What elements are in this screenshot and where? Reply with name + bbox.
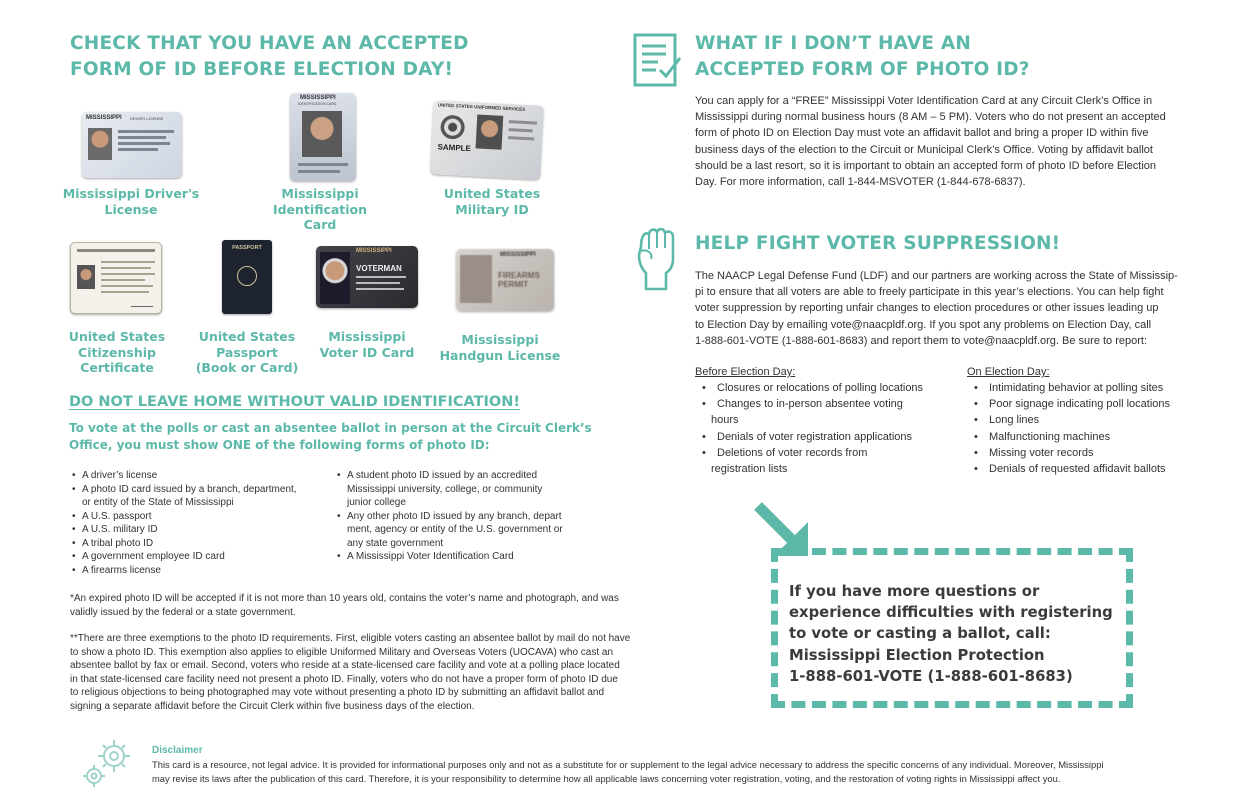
list-item: • Denials of voter registration applications (697, 429, 957, 445)
help-callout-box (771, 548, 1133, 708)
list-item: • Any other photo ID issued by any branch, depart ment, agency or entity of the U.S. government or any state government (335, 510, 595, 551)
help-callout-text: If you have more questions or experience difficulties with registering to vote or casting a ballot, call: Mississippi Election Protection 1-888-601-VOTE (1-888-601-8683) (789, 583, 1113, 685)
citizenship-certificate-image (70, 242, 162, 314)
list-item: • A student photo ID issued by an accredited Mississippi university, college, or community junior college (335, 469, 595, 510)
list-item: • Denials of requested affidavit ballots (969, 461, 1209, 477)
list-item: • Poor signage indicating poll locations (969, 396, 1209, 412)
list-item: • Malfunctioning machines (969, 429, 1209, 445)
gears-icon (78, 736, 136, 790)
passport-eagle-icon (237, 266, 257, 286)
before-election-heading: Before Election Day: (695, 366, 796, 378)
checklist-icon (632, 32, 684, 88)
passport-image: PASSPORT (222, 240, 272, 314)
label-citizenship-certificate: United States Citizenship Certificate (68, 329, 166, 375)
label-drivers-license: Mississippi Driver's License (62, 186, 200, 217)
label-identification-card: Mississippi Identification Card (272, 186, 368, 232)
label-passport: United States Passport (Book or Card) (195, 329, 299, 375)
label-voter-id-card: Mississippi Voter ID Card (319, 329, 415, 360)
firearms-permit-image: MISSISSIPPI FIREARMS PERMIT (456, 249, 554, 311)
military-photo (476, 114, 504, 149)
voter-suppression-heading: HELP FIGHT VOTER SUPPRESSION! (695, 233, 1061, 254)
id-card-photo (302, 111, 342, 157)
exemptions-note: **There are three exemptions to the photo ID requirements. First, eligible voters casting an absentee ballot by mail do not have to show a photo ID. This exemption also applies to eligible Uniformed Military and Overseas Voters (UOCAVA) who cast an absentee ballot by fax or email. Second, voters who reside at a state-licensed care facility and vote at a polling place located in that state-licensed care facility need not present a photo ID. Finally, voters who do not have a proper form of photo ID due to religious objections to being photographed may vote without presenting a photo ID by submitting an affidavit ballot and signing a separate affidavit before the Circuit Clerk within five business days of the election. (70, 633, 631, 712)
list-item: • A firearms license (70, 564, 340, 578)
on-election-list (969, 380, 1209, 477)
list-item: • A tribal photo ID (70, 537, 340, 551)
list-item: • Deletions of voter records from registration lists (697, 445, 957, 477)
voter-id-image: MISSISSIPPI VOTERMAN (316, 246, 418, 308)
photo-id-list-b (335, 469, 595, 564)
on-election-heading: On Election Day: (967, 366, 1050, 378)
certificate-photo (77, 265, 95, 289)
id-check-heading: CHECK THAT YOU HAVE AN ACCEPTED FORM OF ID BEFORE ELECTION DAY! (70, 33, 469, 80)
list-item: • A Mississippi Voter Identification Card (335, 550, 595, 564)
voter-id-photo (320, 252, 350, 304)
before-election-list (697, 380, 957, 477)
label-handgun-license: Mississippi Handgun License (439, 332, 561, 363)
raised-fist-icon (633, 225, 681, 293)
label-military-id: United States Military ID (443, 186, 541, 217)
military-id-image: UNITED STATES UNIFORMED SERVICES SAMPLE (430, 100, 544, 180)
photo-id-intro: To vote at the polls or cast an absentee ballot in person at the Circuit Clerk’s Office, you must show ONE of the following forms of photo ID: (69, 421, 592, 452)
list-item: • A government employee ID card (70, 550, 340, 564)
list-item: • Missing voter records (969, 445, 1209, 461)
no-id-heading: WHAT IF I DON’T HAVE AN ACCEPTED FORM OF PHOTO ID? (695, 33, 1030, 80)
list-item: • Intimidating behavior at polling sites (969, 380, 1209, 396)
id-card-image: MISSISSIPPI IDENTIFICATION CARD (290, 93, 356, 181)
no-id-paragraph: You can apply for a “FREE” Mississippi Voter Identification Card at any Circuit Clerk’s Office in Mississippi during normal business hours (8 AM – 5 PM). Voters who do not present an accepted form of photo ID on Election Day must vote an affidavit ballot and bring a proper ID within five business days of the election to the Circuit or Municipal Clerk’s Office. Voting by affidavit ballot should be a last resort, so it is important to obtain an accepted form of photo ID before Election Day. For more information, call 1-844-MSVOTER (1-844-678-6837). (695, 95, 1166, 189)
disclaimer-title: Disclaimer (152, 745, 203, 756)
list-item: • A driver’s license (70, 469, 340, 483)
drivers-license-image: MISSISSIPPI DRIVER LICENSE (82, 112, 182, 178)
do-not-leave-heading: DO NOT LEAVE HOME WITHOUT VALID IDENTIFICATION! (69, 394, 521, 410)
list-item: • A U.S. military ID (70, 523, 340, 537)
photo-id-list-a (70, 469, 340, 577)
expired-id-note: *An expired photo ID will be accepted if it is not more than 10 years old, contains the voter’s name and photograph, and was validly issued by the federal or a state government. (70, 593, 619, 618)
firearms-photo (460, 255, 492, 303)
license-photo (88, 128, 112, 160)
list-item: • A U.S. passport (70, 510, 340, 524)
list-item: • Long lines (969, 412, 1209, 428)
disclaimer-text: This card is a resource, not legal advice. It is provided for informational purposes only and not as a substitute for or supplement to the legal advice necessary to address the specific concerns of any individual. Moreover, Mississippi may revise its laws after the publication of this card. Therefore, it is your responsibility to determine how all applicable laws concerning voter registration, voting, and the restoration of voting rights in Mississippi affect you. (152, 759, 1104, 784)
list-item: • Changes to in-person absentee voting hours (697, 396, 957, 428)
voter-suppression-paragraph: The NAACP Legal Defense Fund (LDF) and our partners are working across the State of Mississip- pi to ensure that all voters are able to freely participate in this year’s elections. You can help fight voter suppression by reporting unfair changes to election procedures or other issues leading up to Election Day by emailing vote@naacpldf.org. If you spot any problems on Election Day, call 1-888-601-VOTE (1-888-601-8683) and report them to vote@naacpldf.org. Be sure to report: (695, 270, 1178, 347)
list-item: • A photo ID card issued by a branch, department, or entity of the State of Mississippi (70, 483, 340, 510)
list-item: • Closures or relocations of polling locations (697, 380, 957, 396)
military-seal (440, 115, 465, 140)
